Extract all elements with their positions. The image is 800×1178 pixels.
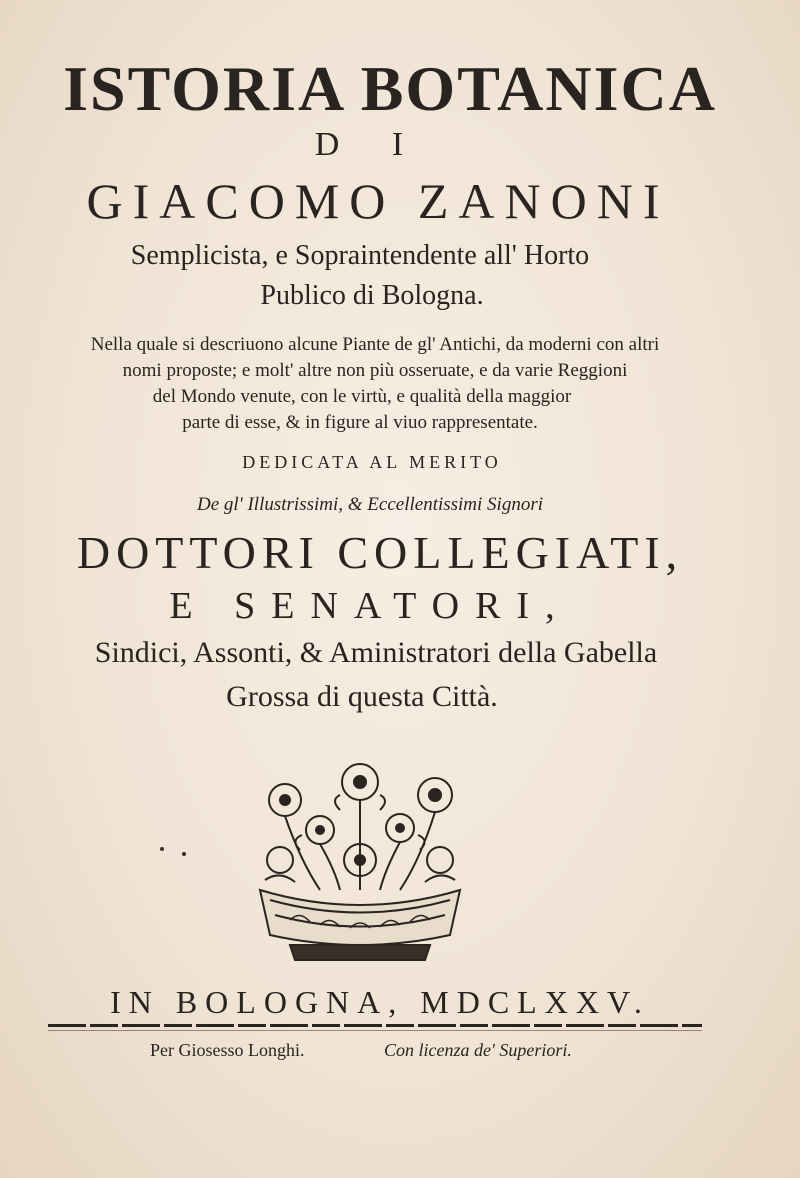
imprint-line: IN BOLOGNA, MDCLXXV. (110, 984, 650, 1020)
flower-basket-woodcut-icon (240, 760, 480, 970)
description-line-4: parte di esse, & in figure al viuo rappresentate. (182, 412, 538, 433)
description-line-3: del Mondo venute, con le virtù, e qualità della maggior (152, 386, 572, 407)
author-name: GIACOMO ZANONI (86, 173, 670, 229)
sindici-line: Sindici, Assonti, & Aministratori della Gabella (94, 636, 658, 669)
dedication-heading: DEDICATA AL MERITO (242, 452, 502, 472)
description-line-2: nomi proposte; e molt' altre non più osseruate, e da varie Reggioni (122, 360, 628, 381)
grossa-line: Grossa di questa Città. (226, 680, 498, 713)
ink-spot (182, 852, 186, 856)
ornamental-rule (48, 1024, 702, 1027)
publisher-line: Per Giosesso Longhi. (150, 1040, 305, 1060)
author-role-2: Publico di Bologna. (260, 280, 484, 311)
description-line-1: Nella quale si descriuono alcune Piante de gl' Antichi, da moderni con altri (90, 334, 660, 355)
dedication-subtitle: De gl' Illustrissimi, & Eccellentissimi Signori (196, 494, 544, 515)
senatori-heading: E SENATORI, (169, 585, 571, 627)
dottori-heading: DOTTORI COLLEGIATI, (76, 527, 684, 578)
license-line: Con licenza de' Superiori. (384, 1040, 572, 1060)
book-title: ISTORIA BOTANICA (63, 53, 717, 124)
di-line: D I (314, 126, 426, 163)
author-role-1: Semplicista, e Sopraintendente all' Horto (130, 240, 590, 271)
ink-spot (160, 847, 164, 851)
rule-underline (48, 1030, 702, 1031)
